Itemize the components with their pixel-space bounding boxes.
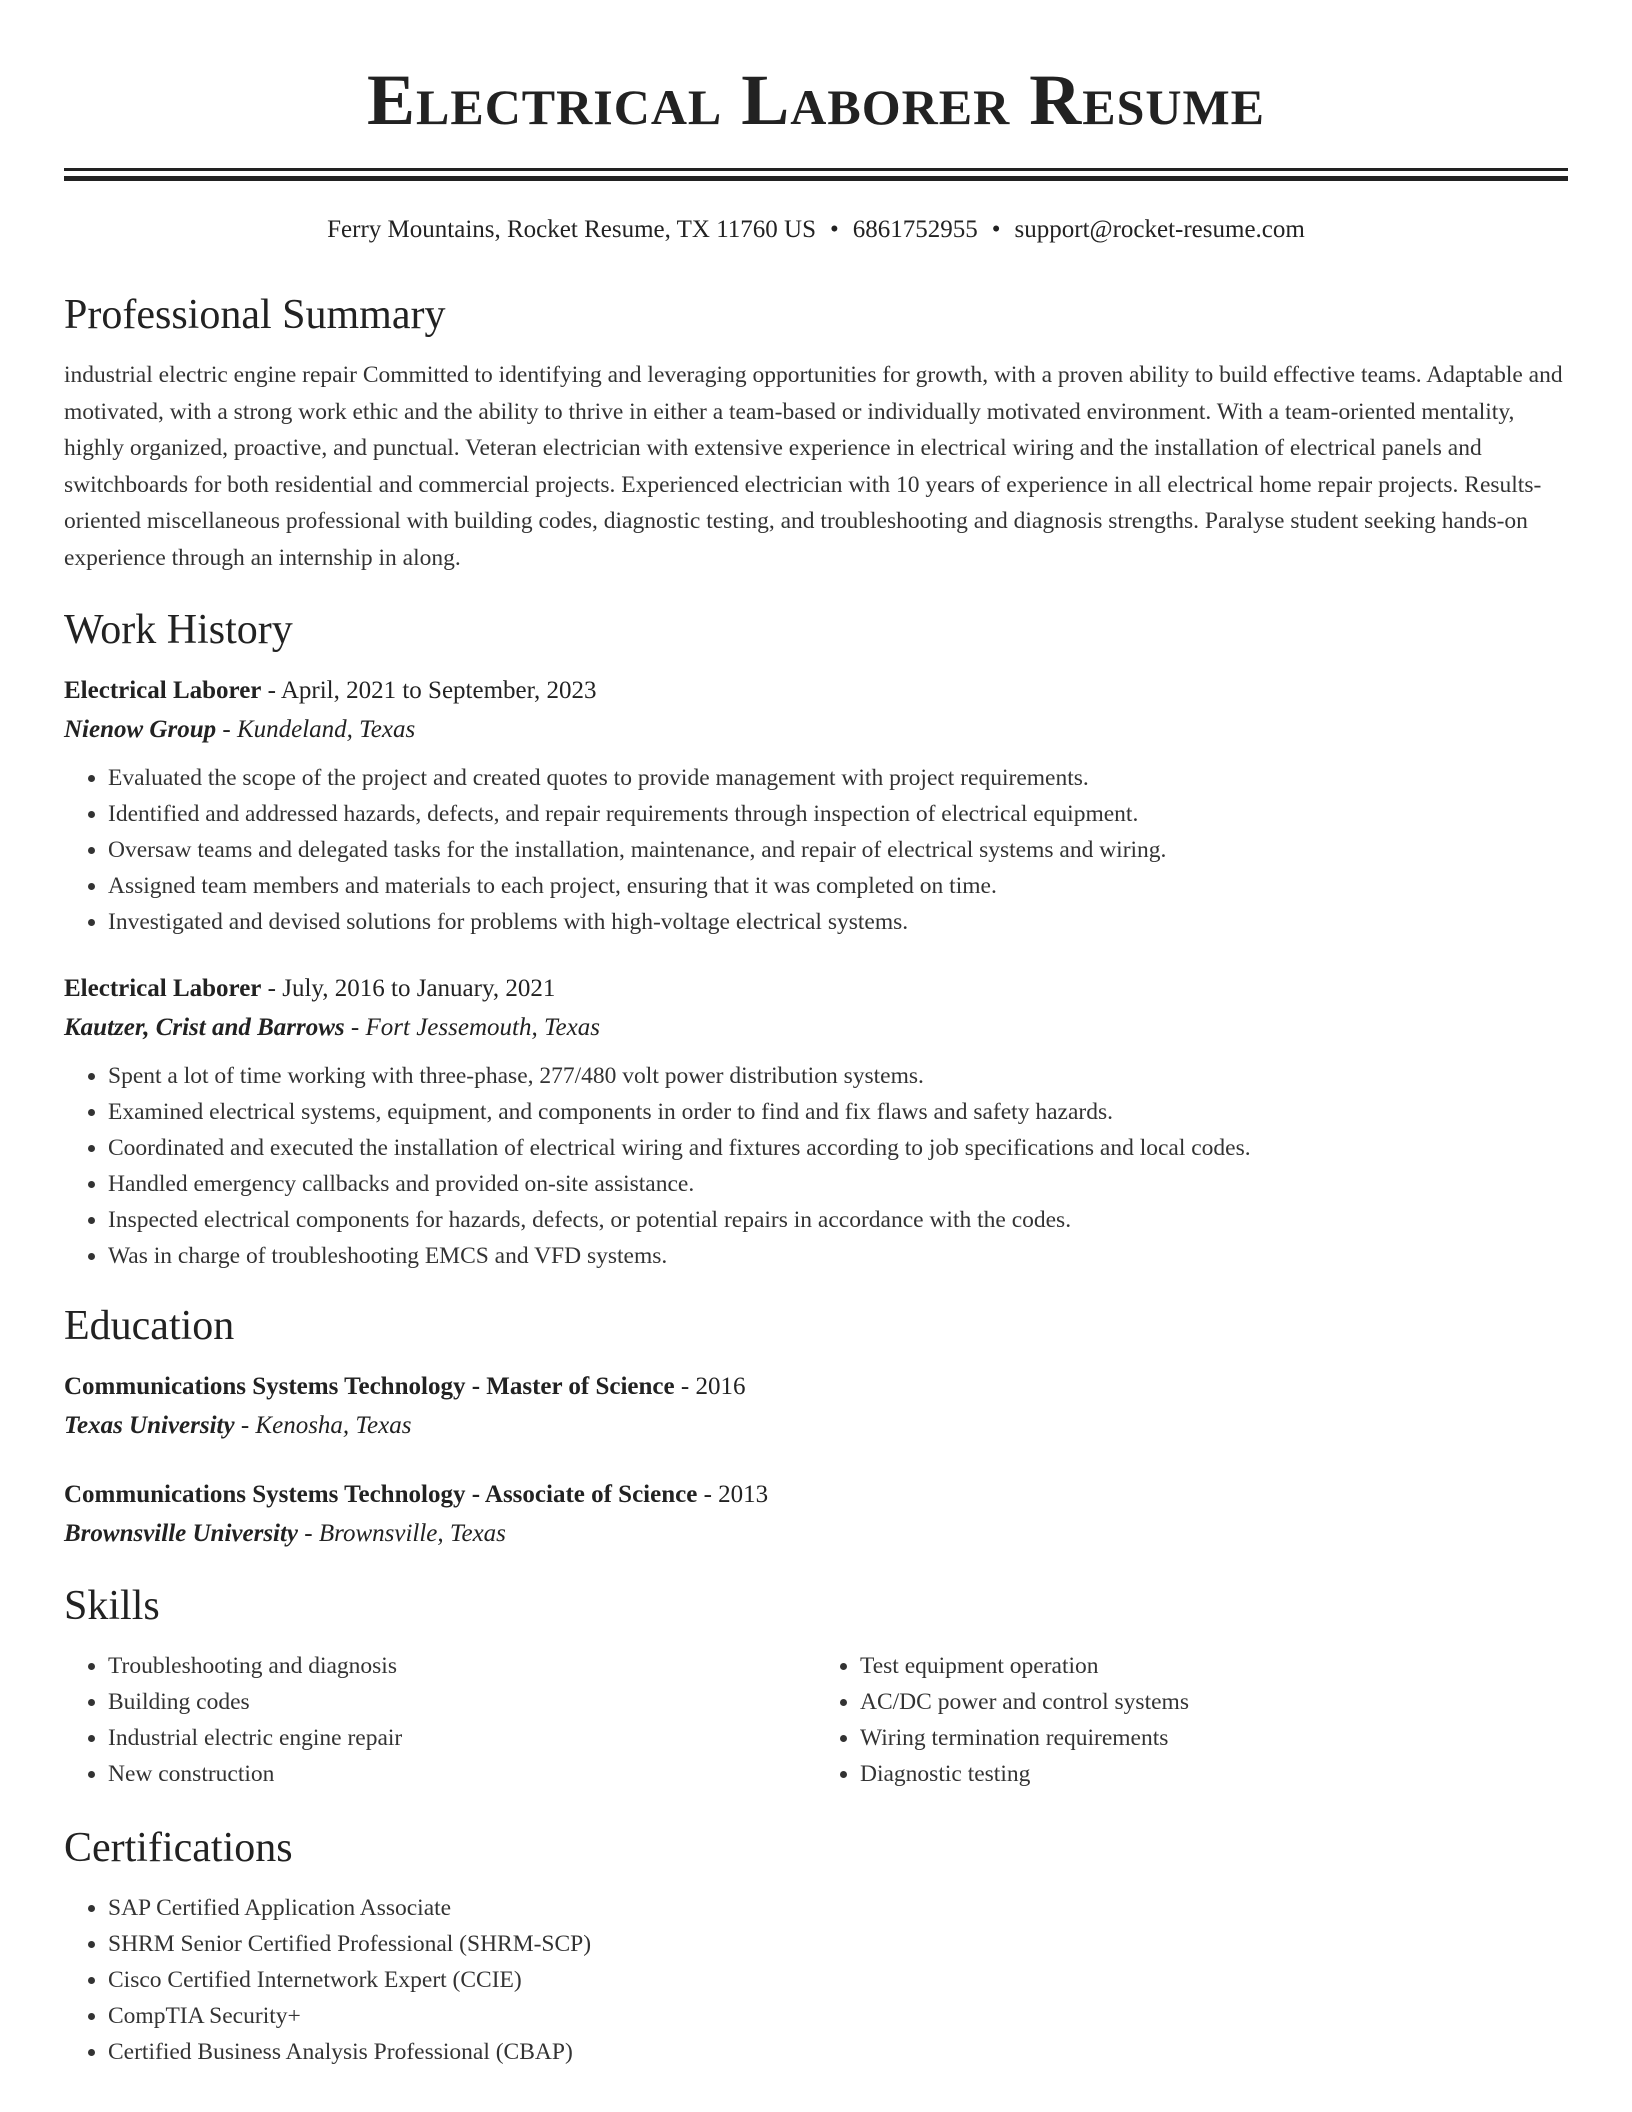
contact-separator: • xyxy=(991,216,1001,243)
degree-year: - 2013 xyxy=(697,1481,769,1508)
school-location: - Brownsville, Texas xyxy=(298,1520,506,1547)
certifications-list xyxy=(64,1890,1568,2070)
degree-line xyxy=(64,1476,1568,1514)
job-bullet: • Examined electrical systems, equipment, and components in order to find and fix flaws and safety hazards. xyxy=(108,1094,1568,1130)
job-bullet: • Investigated and devised solutions for problems with high-voltage electrical systems. xyxy=(108,904,1568,940)
summary-heading: Professional Summary xyxy=(64,292,446,338)
education-entry xyxy=(64,1368,1568,1446)
job-company: Nienow Group xyxy=(64,716,217,743)
certifications-heading: Certifications xyxy=(64,1825,293,1871)
skill-item: • Wiring termination requirements xyxy=(860,1720,1568,1756)
contact-separator: • xyxy=(830,216,839,243)
job-bullets xyxy=(64,760,1568,940)
school-location: - Kenosha, Texas xyxy=(234,1412,412,1439)
job-entry xyxy=(64,672,1568,940)
job-dates: - July, 2016 to January, 2021 xyxy=(261,975,556,1002)
job-bullet: • Assigned team members and materials to each project, ensuring that it was completed on time. xyxy=(108,868,1568,904)
skills-list xyxy=(64,1648,1568,1792)
contact-phone: 6861752955 xyxy=(852,216,978,243)
skills-heading: Skills xyxy=(64,1583,160,1629)
certification-item: • Cisco Certified Internetwork Expert (CCIE) xyxy=(108,1962,1568,1998)
job-title-line xyxy=(64,672,1568,710)
contact-email: support@rocket-resume.com xyxy=(1014,216,1305,243)
skills-column-right xyxy=(816,1648,1568,1792)
skill-item: • Diagnostic testing xyxy=(860,1756,1568,1792)
title-divider-bottom xyxy=(64,176,1568,181)
education-heading: Education xyxy=(64,1303,235,1349)
job-company: Kautzer, Crist and Barrows xyxy=(64,1014,345,1041)
job-bullet: • Coordinated and executed the installation of electrical wiring and fixtures according to job specifications and local codes. xyxy=(108,1130,1568,1166)
job-title: Electrical Laborer xyxy=(64,677,262,704)
work-history-heading: Work History xyxy=(64,607,293,653)
job-bullet: • Oversaw teams and delegated tasks for the installation, maintenance, and repair of electrical systems and wiring. xyxy=(108,832,1568,868)
contact-address: Ferry Mountains, Rocket Resume, TX 11760 US xyxy=(327,216,817,243)
job-bullet: • Spent a lot of time working with three-phase, 277/480 volt power distribution systems. xyxy=(108,1058,1568,1094)
job-location: - Kundeland, Texas xyxy=(216,716,416,743)
degree-line xyxy=(64,1368,1568,1406)
school: Brownsville University xyxy=(64,1520,299,1547)
certification-item: • SHRM Senior Certified Professional (SHRM-SCP) xyxy=(108,1926,1568,1962)
degree: Communications Systems Technology - Associate of Science xyxy=(64,1481,698,1508)
school-line xyxy=(64,1406,1568,1446)
degree-year: - 2016 xyxy=(674,1373,746,1400)
contact-line xyxy=(64,213,1568,247)
job-bullets xyxy=(64,1058,1568,1274)
job-bullet: • Identified and addressed hazards, defects, and repair requirements through inspection of electrical equipment. xyxy=(108,796,1568,832)
job-bullet: • Evaluated the scope of the project and created quotes to provide management with project requirements. xyxy=(108,760,1568,796)
skill-item: • AC/DC power and control systems xyxy=(860,1684,1568,1720)
job-bullet: • Handled emergency callbacks and provided on-site assistance. xyxy=(108,1166,1568,1202)
degree: Communications Systems Technology - Master of Science xyxy=(64,1373,675,1400)
school: Texas University xyxy=(64,1412,235,1439)
skill-item: • Test equipment operation xyxy=(860,1648,1568,1684)
job-title-line xyxy=(64,970,1568,1008)
skills-column-left xyxy=(64,1648,816,1792)
certification-item: • Certified Business Analysis Professional (CBAP) xyxy=(108,2034,1568,2070)
school-line xyxy=(64,1514,1568,1554)
job-title: Electrical Laborer xyxy=(64,975,262,1002)
skill-item: • New construction xyxy=(108,1756,816,1792)
job-bullet: • Inspected electrical components for hazards, defects, or potential repairs in accordance with the codes. xyxy=(108,1202,1568,1238)
title-divider-top xyxy=(64,168,1568,171)
skill-item: • Building codes xyxy=(108,1684,816,1720)
job-dates: - April, 2021 to September, 2023 xyxy=(261,677,597,704)
education-entry xyxy=(64,1476,1568,1554)
skill-item: • Troubleshooting and diagnosis xyxy=(108,1648,816,1684)
job-company-line xyxy=(64,710,1568,750)
job-company-line xyxy=(64,1008,1568,1048)
skill-item: • Industrial electric engine repair xyxy=(108,1720,816,1756)
certification-item: • CompTIA Security+ xyxy=(108,1998,1568,2034)
certification-item: • SAP Certified Application Associate xyxy=(108,1890,1568,1926)
job-location: - Fort Jessemouth, Texas xyxy=(344,1014,600,1041)
job-entry xyxy=(64,970,1568,1274)
job-bullet: • Was in charge of troubleshooting EMCS and VFD systems. xyxy=(108,1238,1568,1274)
resume-title: Electrical Laborer Resume xyxy=(366,60,1266,140)
summary-text: industrial electric engine repair Committed to identifying and leveraging opportunities for growth, with a proven ability to build effective teams. Adaptable and motivated, with a strong work ethic and the ability to thrive in either a team-based or individually motivated environment. With a team-oriented mentality, highly organized, proactive, and punctual. Veteran electrician with extensive experience in electrical wiring and the installation of electrical panels and switchboards for both residential and commercial projects. Experienced electrician with 10 years of experience in all electrical home repair projects. Results-oriented miscellaneous professional with building codes, diagnostic testing, and troubleshooting and diagnosis strengths. Paralyse student seeking hands-on experience through an internship in along. xyxy=(64,362,1563,571)
